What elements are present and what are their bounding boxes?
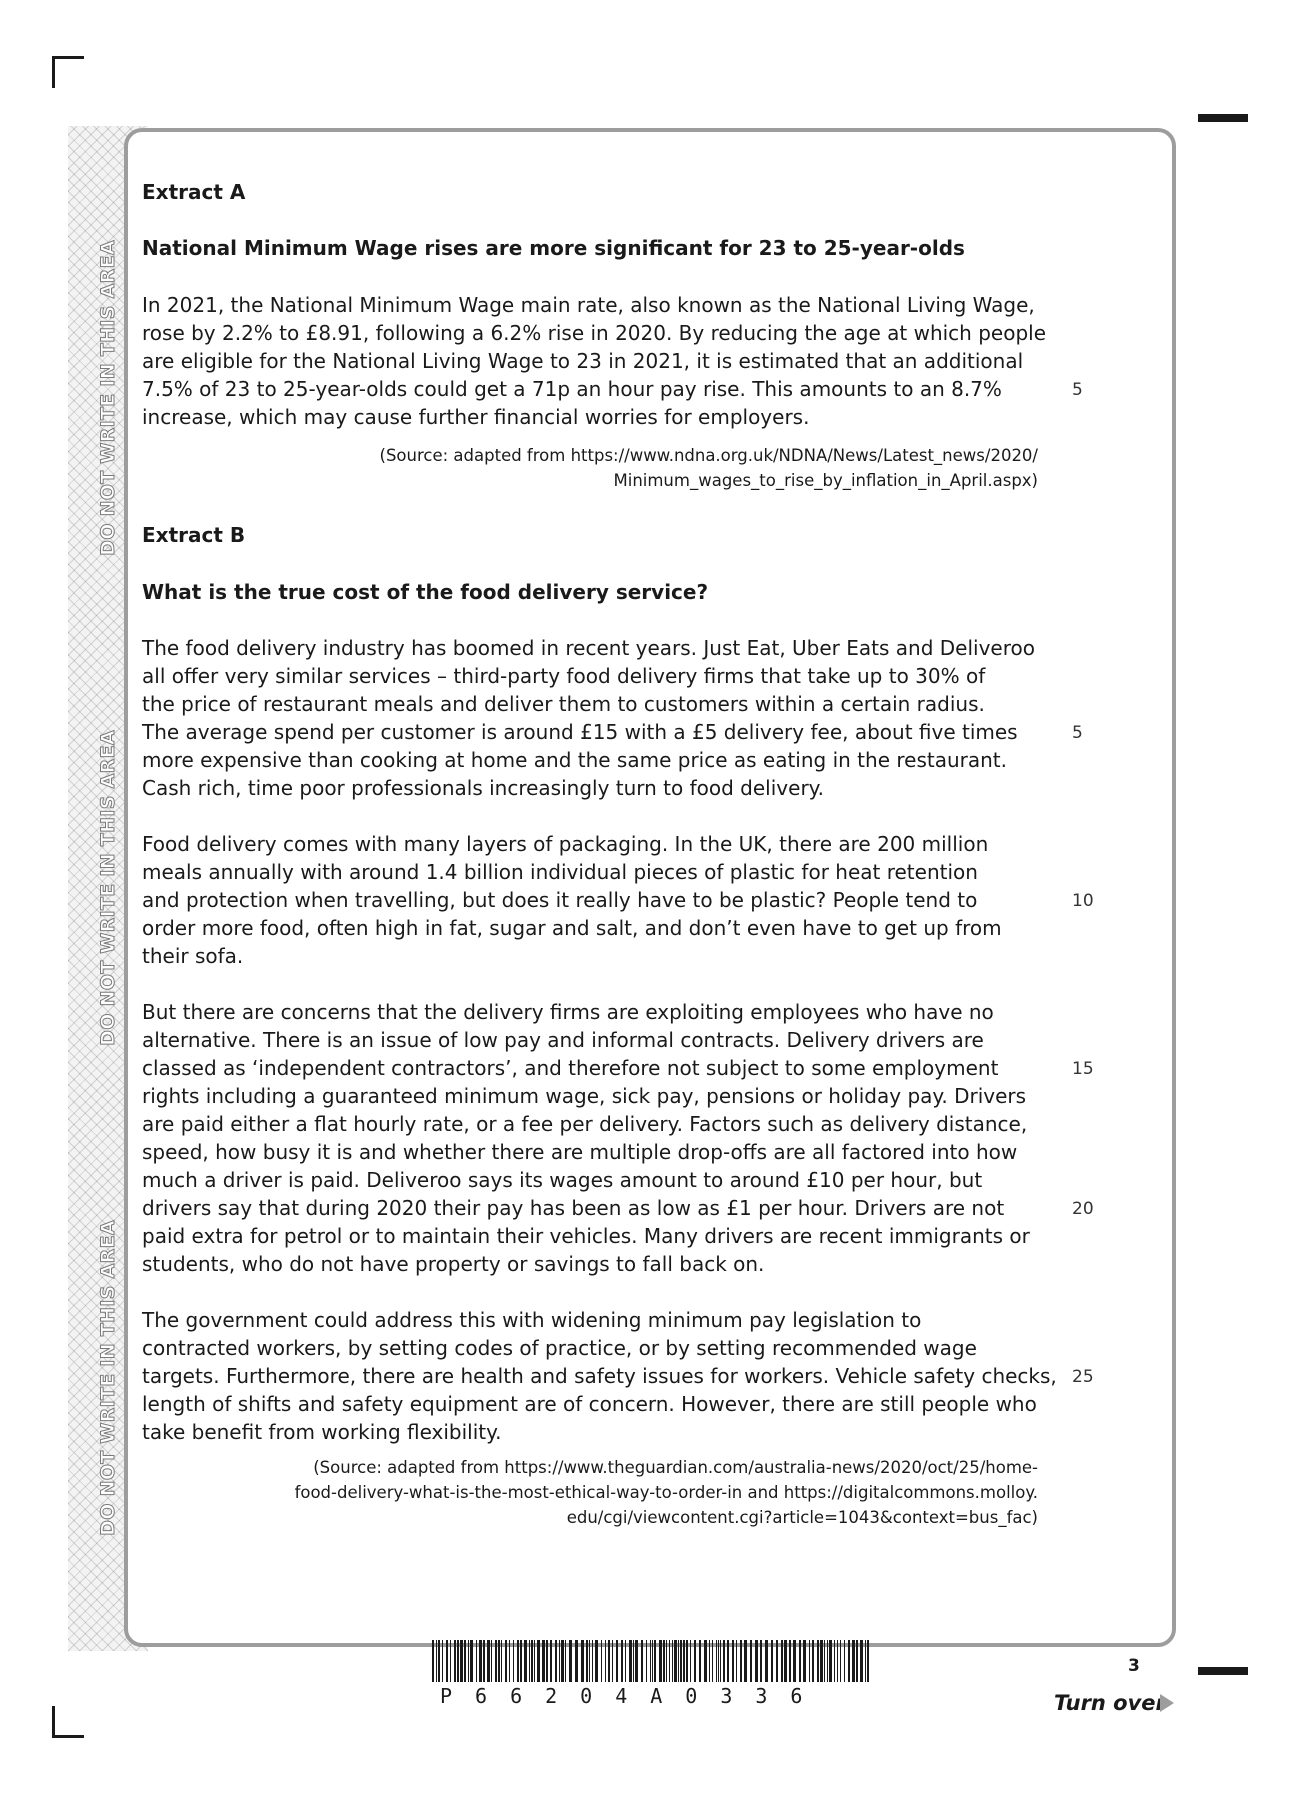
barcode <box>432 1640 872 1682</box>
text-line: The average spend per customer is around £15 with a £5 delivery fee, about five times <box>142 720 1018 744</box>
edge-bar-bottom <box>1198 1667 1248 1675</box>
extract-a-title: National Minimum Wage rises are more significant for 23 to 25-year-olds <box>142 236 965 260</box>
text-line: classed as ‘independent contractors’, and therefore not subject to some employment <box>142 1056 999 1080</box>
crop-mark-bottom-h <box>52 1735 84 1738</box>
text-line: paid extra for petrol or to maintain their vehicles. Many drivers are recent immigrants or <box>142 1224 1030 1248</box>
text-line: increase, which may cause further financial worries for employers. <box>142 405 810 429</box>
extract-b-label: Extract B <box>142 523 246 547</box>
edge-bar-top <box>1198 114 1248 122</box>
text-line: 7.5% of 23 to 25-year-olds could get a 71p an hour pay rise. This amounts to an 8.7% <box>142 377 1002 401</box>
extract-b-paragraph-1 <box>142 634 1062 802</box>
text-line: more expensive than cooking at home and the same price as eating in the restaurant. <box>142 748 1007 772</box>
text-line: all offer very similar services – third-party food delivery firms that take up to 30% of <box>142 664 986 688</box>
text-line: In 2021, the National Minimum Wage main rate, also known as the National Living Wage, <box>142 293 1035 317</box>
extract-b-title: What is the true cost of the food delivery service? <box>142 580 709 604</box>
source-line: edu/cgi/viewcontent.cgi?article=1043&context=bus_fac) <box>566 1508 1038 1527</box>
crop-mark-bottom <box>52 1706 55 1738</box>
text-line: their sofa. <box>142 944 244 968</box>
line-number: 10 <box>1072 891 1094 911</box>
text-line: are paid either a flat hourly rate, or a fee per delivery. Factors such as delivery distance, <box>142 1112 1028 1136</box>
turn-over-label: Turn over <box>1054 1691 1166 1715</box>
text-line: But there are concerns that the delivery firms are exploiting employees who have no <box>142 1000 994 1024</box>
extract-a-text <box>142 291 1062 431</box>
text-line: rose by 2.2% to £8.91, following a 6.2% rise in 2020. By reducing the age at which people <box>142 321 1046 345</box>
text-line: the price of restaurant meals and deliver them to customers within a certain radius. <box>142 692 985 716</box>
text-line: take benefit from working flexibility. <box>142 1420 502 1444</box>
source-line: (Source: adapted from https://www.ndna.org.uk/NDNA/News/Latest_news/2020/ <box>379 446 1038 465</box>
text-line: The food delivery industry has boomed in recent years. Just Eat, Uber Eats and Deliveroo <box>142 636 1035 660</box>
extract-b-paragraph-2 <box>142 830 1062 970</box>
page-number: 3 <box>1128 1656 1140 1676</box>
extract-a-label: Extract A <box>142 180 246 204</box>
text-line: alternative. There is an issue of low pay and informal contracts. Delivery drivers are <box>142 1028 984 1052</box>
turn-over-arrow-icon <box>1160 1694 1174 1712</box>
crop-mark-top-h <box>52 56 84 59</box>
text-line: much a driver is paid. Deliveroo says its wages amount to around £10 per hour, but <box>142 1168 983 1192</box>
text-line: contracted workers, by setting codes of practice, or by setting recommended wage <box>142 1336 977 1360</box>
text-line: The government could address this with widening minimum pay legislation to <box>142 1308 922 1332</box>
line-number: 5 <box>1072 380 1083 400</box>
extract-a-source <box>380 443 1038 493</box>
text-line: order more food, often high in fat, sugar and salt, and don’t even have to get up from <box>142 916 1002 940</box>
source-line: food-delivery-what-is-the-most-ethical-way-to-order-in and https://digitalcommons.molloy. <box>294 1483 1038 1502</box>
extract-b-source <box>295 1455 1038 1530</box>
text-line: Food delivery comes with many layers of packaging. In the UK, there are 200 million <box>142 832 989 856</box>
text-line: and protection when travelling, but does it really have to be plastic? People tend to <box>142 888 978 912</box>
text-line: targets. Furthermore, there are health and safety issues for workers. Vehicle safety checks, <box>142 1364 1057 1388</box>
line-number: 15 <box>1072 1059 1094 1079</box>
crop-mark-top <box>52 56 55 88</box>
line-number: 25 <box>1072 1367 1094 1387</box>
text-line: length of shifts and safety equipment are of concern. However, there are still people who <box>142 1392 1037 1416</box>
text-line: drivers say that during 2020 their pay has been as low as £1 per hour. Drivers are not <box>142 1196 1005 1220</box>
source-line: Minimum_wages_to_rise_by_inflation_in_April.aspx) <box>613 471 1038 490</box>
text-line: rights including a guaranteed minimum wage, sick pay, pensions or holiday pay. Drivers <box>142 1084 1027 1108</box>
source-line: (Source: adapted from https://www.theguardian.com/australia-news/2020/oct/25/home- <box>313 1458 1038 1477</box>
text-line: Cash rich, time poor professionals increasingly turn to food delivery. <box>142 776 825 800</box>
text-line: speed, how busy it is and whether there are multiple drop-offs are all factored into how <box>142 1140 1018 1164</box>
line-number: 20 <box>1072 1199 1094 1219</box>
extract-b-paragraph-4 <box>142 1306 1062 1446</box>
text-line: are eligible for the National Living Wage to 23 in 2021, it is estimated that an additional <box>142 349 1024 373</box>
text-line: students, who do not have property or savings to fall back on. <box>142 1252 765 1276</box>
line-number: 5 <box>1072 723 1083 743</box>
barcode-number: P66204A0336 <box>440 1684 826 1708</box>
extract-b-paragraph-3 <box>142 998 1062 1278</box>
text-line: meals annually with around 1.4 billion individual pieces of plastic for heat retention <box>142 860 978 884</box>
